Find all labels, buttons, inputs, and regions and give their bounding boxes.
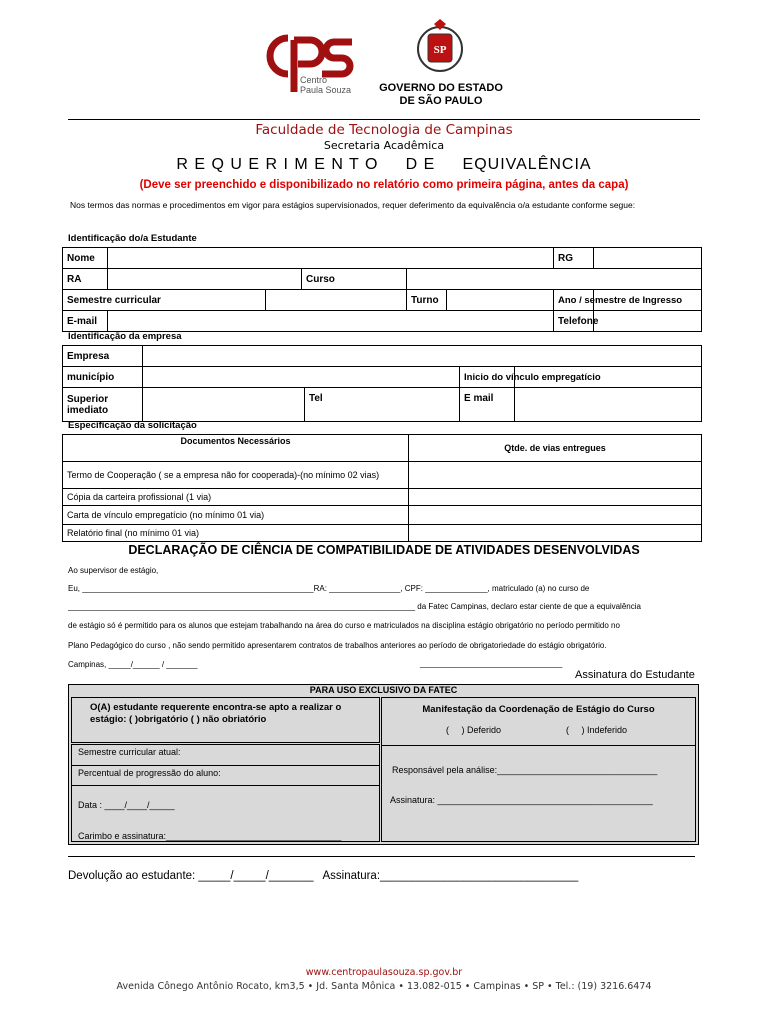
qtde-input[interactable] bbox=[409, 506, 702, 525]
return-line[interactable]: Devolução ao estudante: _____/_____/_______ Assinatura:_______________________________ bbox=[68, 870, 579, 882]
return-divider bbox=[68, 856, 695, 857]
gov-line1: GOVERNO DO ESTADO bbox=[379, 82, 503, 94]
student-section-title: Identificação do/a Estudante bbox=[68, 233, 197, 244]
deferido-option[interactable]: ( ) Deferido bbox=[446, 725, 502, 735]
label-email: E-mail bbox=[63, 311, 108, 332]
input-email[interactable] bbox=[108, 311, 554, 332]
fatec-left-title: O(A) estudante requerente encontra-se apto a realizar o estágio: ( )obrigatório ( ) não obriatório bbox=[90, 702, 342, 725]
instruction-note: (Deve ser preenchido e disponibilizado no relatório como primeira página, antes da capa) bbox=[139, 179, 629, 191]
fatec-assinatura[interactable]: Assinatura: ___________________________________________ bbox=[390, 795, 653, 805]
label-turno: Turno bbox=[407, 290, 447, 311]
label-municipio: município bbox=[63, 367, 143, 388]
input-ra[interactable] bbox=[108, 269, 302, 290]
fatec-left-bottom bbox=[71, 744, 380, 842]
doc-row: Cópia da carteira profissional (1 via) bbox=[63, 489, 409, 506]
fatec-semestre[interactable]: Semestre curricular atual: bbox=[78, 747, 181, 757]
col-documentos: Documentos Necessários bbox=[63, 435, 409, 462]
label-rg: RG bbox=[554, 248, 594, 269]
student-table bbox=[62, 247, 702, 332]
input-turno[interactable] bbox=[447, 290, 554, 311]
label-ingresso: Ano / semestre de Ingresso bbox=[554, 290, 594, 311]
department-name: Secretaria Acadêmica bbox=[323, 139, 445, 152]
input-municipio[interactable] bbox=[143, 367, 460, 388]
label-telefone: Telefone bbox=[554, 311, 594, 332]
fatec-responsavel[interactable]: Responsável pela análise:________________________________ bbox=[392, 765, 658, 775]
input-nome[interactable] bbox=[108, 248, 554, 269]
label-ra: RA bbox=[63, 269, 108, 290]
declaration-line2: ______________________________________________________________________________ da Fatec Campinas, declaro estar ciente de que a equivalência bbox=[68, 602, 641, 611]
fatec-right bbox=[381, 697, 696, 842]
input-rg[interactable] bbox=[594, 248, 702, 269]
company-table bbox=[62, 345, 702, 422]
fatec-left-top bbox=[71, 697, 380, 743]
page-title: R E Q U E R I M E N T O D E EQUIVALÊNCIA bbox=[176, 156, 592, 173]
label-nome: Nome bbox=[63, 248, 108, 269]
label-superior: Superior imediato bbox=[63, 388, 143, 422]
fatec-carimbo[interactable]: Carimbo e assinatura:___________________________________ bbox=[78, 831, 342, 841]
qtde-input[interactable] bbox=[409, 462, 702, 489]
label-empresa: Empresa bbox=[63, 346, 143, 367]
declaration-line4: Plano Pedagógico do curso , não sendo permitido apresentarem contratos de trabalhos anteriores ao período de obrigatoriedade do estágio obrigatório. bbox=[68, 641, 607, 650]
label-curso: Curso bbox=[302, 269, 407, 290]
input-semestre[interactable] bbox=[266, 290, 407, 311]
cps-sub-line2: Paula Souza bbox=[300, 85, 352, 95]
fatec-box bbox=[68, 684, 699, 845]
company-section-title: Identificação da empresa bbox=[68, 331, 182, 342]
label-company-email: E mail bbox=[460, 388, 515, 422]
input-superior[interactable] bbox=[143, 388, 305, 422]
gov-logo-text bbox=[366, 82, 516, 108]
input-company-email[interactable] bbox=[515, 388, 702, 422]
request-table bbox=[62, 434, 702, 542]
declaration-line3: de estágio só é permitido para os alunos que estejam trabalhando na área do curso e matriculados na disciplina estágio obrigatório no período permitido no bbox=[68, 621, 620, 630]
svg-text:SP: SP bbox=[433, 44, 447, 56]
footer-url[interactable]: www.centropaulasouza.sp.gov.br bbox=[305, 967, 463, 978]
place-date[interactable]: Campinas, _____/______ / _______ bbox=[68, 660, 198, 669]
institution-name: Faculdade de Tecnologia de Campinas bbox=[255, 122, 513, 138]
signature-label: Assinatura do Estudante bbox=[575, 669, 695, 681]
fatec-data[interactable]: Data : ____/____/_____ bbox=[78, 800, 175, 810]
doc-row: Carta de vínculo empregatício (no mínimo 01 via) bbox=[63, 506, 409, 525]
qtde-input[interactable] bbox=[409, 489, 702, 506]
footer-address: Avenida Cônego Antônio Rocato, km3,5 • Jd. Santa Mônica • 13.082-015 • Campinas • SP • Tel.: (19) 3216.6474 bbox=[116, 981, 652, 992]
qtde-input[interactable] bbox=[409, 525, 702, 542]
doc-row: Relatório final (no mínimo 01 via) bbox=[63, 525, 409, 542]
fatec-box-title: PARA USO EXCLUSIVO DA FATEC bbox=[309, 685, 458, 695]
indeferido-option[interactable]: ( ) Indeferido bbox=[566, 725, 628, 735]
request-section-title: Especificação da solicitação bbox=[68, 420, 197, 431]
input-curso[interactable] bbox=[407, 269, 702, 290]
fatec-right-title: Manifestação da Coordenação de Estágio do Curso bbox=[422, 704, 655, 715]
header-divider bbox=[68, 119, 700, 120]
declaration-title: DECLARAÇÃO DE CIÊNCIA DE COMPATIBILIDADE DE ATIVIDADES DESENVOLVIDAS bbox=[128, 543, 640, 557]
declaration-greeting: Ao supervisor de estágio, bbox=[68, 566, 159, 575]
signature-line[interactable]: ________________________________ bbox=[420, 659, 563, 668]
fatec-percentual[interactable]: Percentual de progressão do aluno: bbox=[78, 768, 221, 778]
input-telefone[interactable] bbox=[594, 311, 702, 332]
label-tel: Tel bbox=[305, 388, 460, 422]
doc-row: Termo de Cooperação ( se a empresa não for cooperada)-(no mínimo 02 vias) bbox=[63, 462, 409, 489]
sp-seal-icon bbox=[414, 18, 466, 76]
cps-subtitle bbox=[300, 75, 351, 95]
label-semestre: Semestre curricular bbox=[63, 290, 266, 311]
declaration-line1: Eu, ____________________________________________________RA: ________________, CPF: ______________, matriculado (a) no curso de bbox=[68, 584, 590, 593]
input-empresa[interactable] bbox=[143, 346, 702, 367]
cps-sub-line1: Centro bbox=[300, 75, 328, 85]
intro-text: Nos termos das normas e procedimentos em vigor para estágios supervisionados, requer deferimento da equivalência o/a estudante conforme segue: bbox=[70, 200, 636, 210]
gov-line2: DE SÃO PAULO bbox=[399, 95, 483, 107]
label-inicio: Inicio do vínculo empregatício bbox=[460, 367, 515, 388]
col-qtde: Qtde. de vias entregues bbox=[409, 435, 702, 462]
